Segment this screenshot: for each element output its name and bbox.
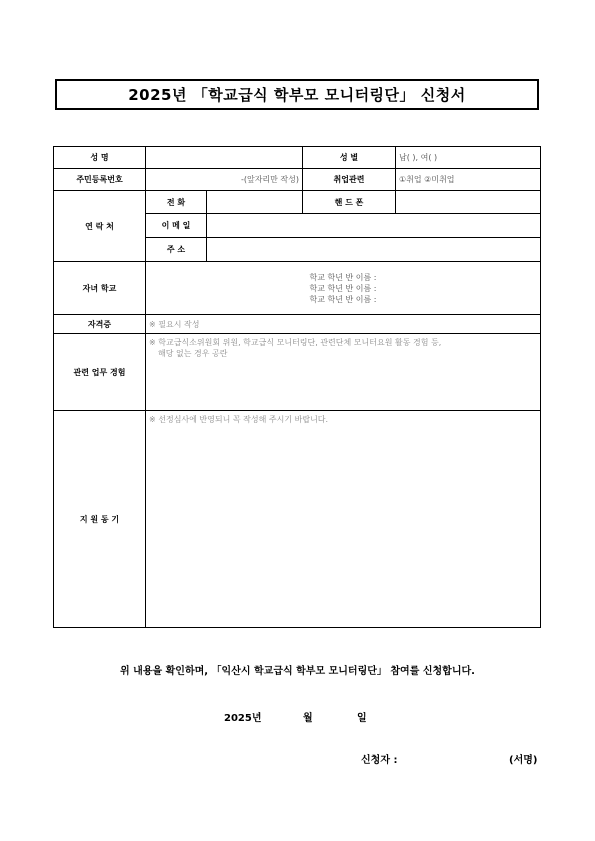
employment-options[interactable]: ①취업 ②미취업 [396,169,541,191]
phone-label: 전 화 [146,191,207,214]
name-label: 성 명 [54,147,146,169]
experience-label: 관련 업무 경험 [54,334,146,411]
applicant-label: 신청자 : [361,755,398,766]
address-label: 주 소 [146,238,207,262]
experience-note-1: ※ 학교급식소위원회 위원, 학교급식 모니터링단, 관련단체 모니터요원 활동 경험 등, [149,338,442,347]
motivation-field[interactable]: ※ 선정심사에 반영되니 꼭 작성해 주시기 바랍니다. [146,411,541,628]
signature-label: (서명) [509,755,538,766]
mobile-field[interactable] [396,191,541,214]
motivation-label: 지 원 동 기 [54,411,146,628]
gender-label: 성 별 [303,147,396,169]
email-label: 이 메 일 [146,214,207,238]
date-month: 월 [303,713,313,724]
contact-label: 연 락 처 [54,191,146,262]
child-line-1: 학교 학년 반 이름 : [309,272,377,282]
name-field[interactable] [146,147,303,169]
date-day: 일 [357,713,367,724]
certificate-label: 자격증 [54,315,146,334]
child-school-field[interactable] [146,262,541,315]
rrn-label: 주민등록번호 [54,169,146,191]
date-year: 2025년 [224,713,262,724]
email-field[interactable] [207,214,541,238]
application-form-table [53,146,541,628]
consent-statement: 위 내용을 확인하며, 「익산시 학교급식 학부모 모니터링단」 참여를 신청합니다. [120,666,475,677]
mobile-label: 핸 드 폰 [303,191,396,214]
rrn-field[interactable]: -(앞자리만 작성) [146,169,303,191]
child-line-2: 학교 학년 반 이름 : [309,283,377,293]
child-line-3: 학교 학년 반 이름 : [309,294,377,304]
phone-field[interactable] [207,191,303,214]
child-school-label: 자녀 학교 [54,262,146,315]
gender-options[interactable]: 남( ), 여( ) [396,147,541,169]
employment-label: 취업관련 [303,169,396,191]
experience-field[interactable] [146,334,541,411]
form-title: 2025년 「학교급식 학부모 모니터링단」 신청서 [55,79,539,110]
certificate-field[interactable]: ※ 필요시 작성 [146,315,541,334]
experience-note-2: 해당 없는 경우 공란 [158,349,228,358]
address-field[interactable] [207,238,541,262]
